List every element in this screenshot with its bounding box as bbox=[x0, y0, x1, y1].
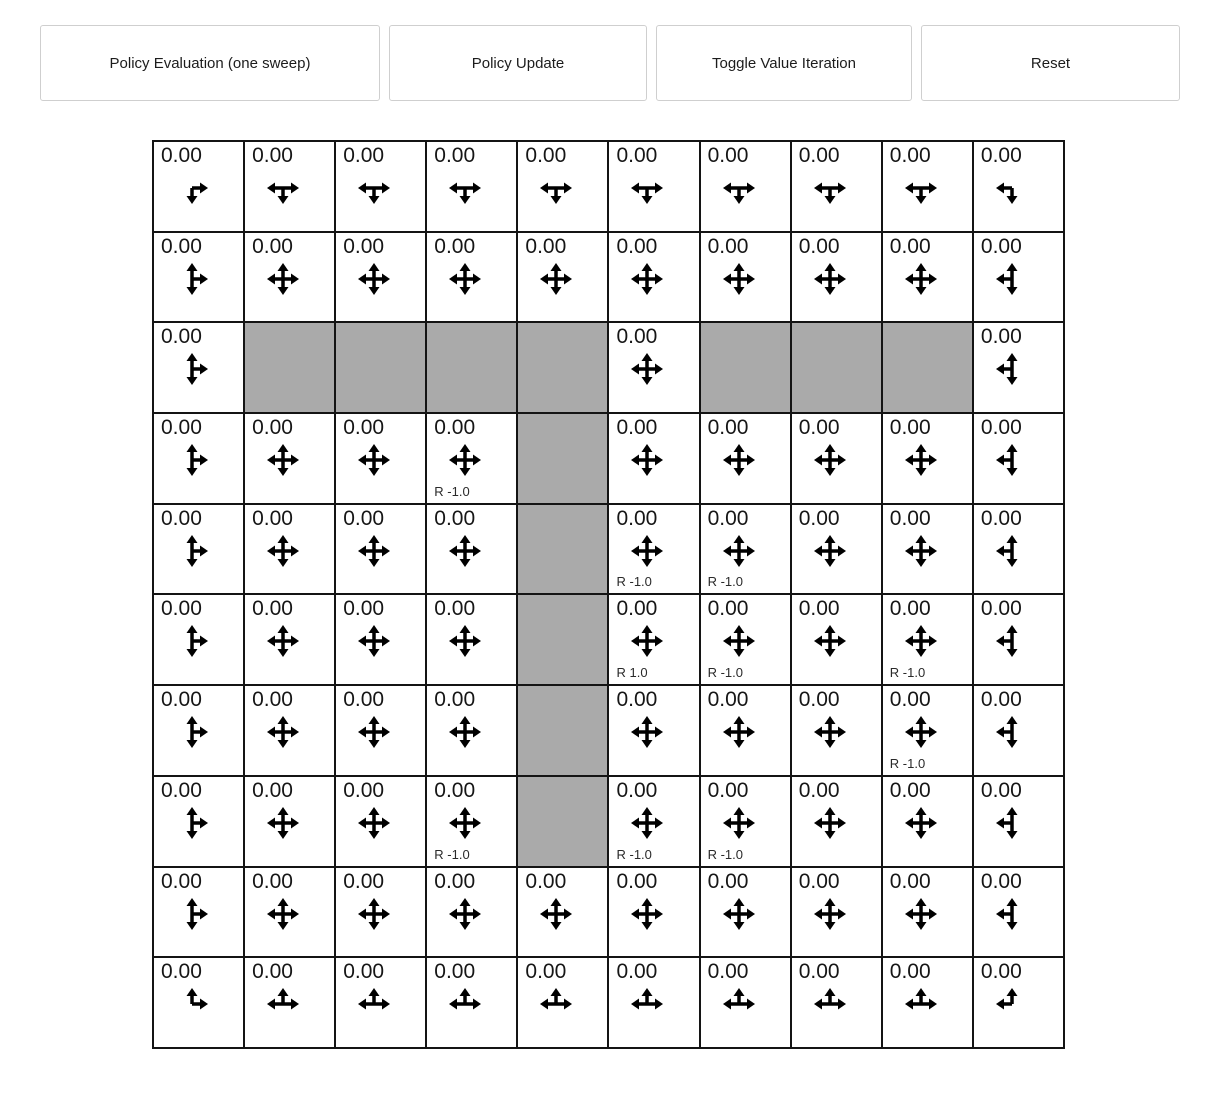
policy-arrows-icon bbox=[718, 439, 760, 481]
policy-arrows-icon bbox=[718, 802, 760, 844]
policy-arrows-icon bbox=[444, 620, 486, 662]
grid-cell bbox=[244, 594, 335, 685]
policy-arrows-icon bbox=[353, 530, 395, 572]
cell-value: 0.00 bbox=[889, 869, 931, 893]
policy-evaluation-button[interactable]: Policy Evaluation (one sweep) bbox=[40, 25, 380, 101]
cell-value: 0.00 bbox=[434, 778, 476, 802]
grid-cell bbox=[153, 867, 244, 958]
grid-cell bbox=[335, 594, 426, 685]
policy-arrows-icon bbox=[991, 893, 1033, 935]
policy-arrows-icon bbox=[900, 802, 942, 844]
grid-cell bbox=[608, 322, 699, 413]
grid-cell bbox=[608, 867, 699, 958]
cell-value: 0.00 bbox=[980, 960, 1022, 984]
reward-label: R -1.0 bbox=[889, 755, 926, 771]
cell-value: 0.00 bbox=[252, 869, 293, 893]
grid-cell bbox=[426, 776, 517, 867]
policy-arrows-icon bbox=[171, 258, 213, 300]
cell-value: 0.00 bbox=[343, 506, 385, 530]
grid-cell bbox=[791, 141, 882, 232]
grid-cell bbox=[608, 141, 699, 232]
cell-value: 0.00 bbox=[161, 960, 202, 984]
policy-arrows-icon bbox=[718, 530, 760, 572]
grid-cell bbox=[791, 594, 882, 685]
grid-cell bbox=[517, 867, 608, 958]
grid-cell bbox=[426, 413, 517, 504]
cell-value: 0.00 bbox=[525, 869, 567, 893]
reward-label: R -1.0 bbox=[707, 846, 743, 862]
cell-value: 0.00 bbox=[434, 688, 476, 712]
policy-arrows-icon bbox=[991, 348, 1033, 390]
cell-value: 0.00 bbox=[161, 234, 202, 258]
grid-cell bbox=[700, 141, 791, 232]
grid-cell bbox=[973, 594, 1064, 685]
grid-cell bbox=[608, 776, 699, 867]
grid-cell bbox=[244, 504, 335, 595]
grid-cell bbox=[426, 594, 517, 685]
policy-arrows-icon bbox=[626, 530, 668, 572]
grid-cell bbox=[517, 232, 608, 323]
cell-value: 0.00 bbox=[343, 234, 385, 258]
cell-value: 0.00 bbox=[434, 506, 476, 530]
grid-cell bbox=[973, 322, 1064, 413]
cell-value: 0.00 bbox=[343, 869, 385, 893]
policy-arrows-icon bbox=[626, 439, 668, 481]
cell-value: 0.00 bbox=[616, 234, 658, 258]
cell-value: 0.00 bbox=[980, 416, 1022, 440]
policy-arrows-icon bbox=[718, 167, 760, 209]
cell-value: 0.00 bbox=[252, 234, 293, 258]
policy-arrows-icon bbox=[535, 167, 577, 209]
cell-value: 0.00 bbox=[798, 234, 840, 258]
grid-cell bbox=[700, 232, 791, 323]
grid-cell bbox=[517, 141, 608, 232]
policy-arrows-icon bbox=[900, 983, 942, 1025]
cell-value: 0.00 bbox=[434, 960, 476, 984]
policy-arrows-icon bbox=[900, 439, 942, 481]
grid-cell bbox=[973, 413, 1064, 504]
grid-cell bbox=[882, 504, 973, 595]
cell-value: 0.00 bbox=[889, 778, 931, 802]
cell-value: 0.00 bbox=[343, 416, 385, 440]
policy-arrows-icon bbox=[262, 167, 304, 209]
cell-value: 0.00 bbox=[889, 506, 931, 530]
policy-arrows-icon bbox=[444, 711, 486, 753]
cell-value: 0.00 bbox=[252, 597, 293, 621]
grid-cell bbox=[882, 232, 973, 323]
cell-value: 0.00 bbox=[707, 144, 749, 167]
policy-arrows-icon bbox=[809, 167, 851, 209]
grid-cell bbox=[791, 957, 882, 1048]
wall-cell bbox=[335, 322, 426, 413]
grid-cell bbox=[153, 504, 244, 595]
cell-value: 0.00 bbox=[252, 778, 293, 802]
grid-cell bbox=[335, 867, 426, 958]
cell-value: 0.00 bbox=[980, 597, 1022, 621]
reward-label: R -1.0 bbox=[707, 665, 743, 681]
reward-label: R 1.0 bbox=[616, 665, 648, 681]
policy-update-button[interactable]: Policy Update bbox=[389, 25, 647, 101]
policy-arrows-icon bbox=[535, 258, 577, 300]
wall-cell bbox=[517, 685, 608, 776]
grid-cell bbox=[335, 957, 426, 1048]
cell-value: 0.00 bbox=[889, 688, 931, 712]
grid-cell bbox=[791, 504, 882, 595]
grid-cell bbox=[791, 232, 882, 323]
policy-arrows-icon bbox=[353, 711, 395, 753]
grid-cell bbox=[244, 685, 335, 776]
policy-arrows-icon bbox=[991, 439, 1033, 481]
policy-arrows-icon bbox=[262, 802, 304, 844]
cell-value: 0.00 bbox=[798, 778, 840, 802]
cell-value: 0.00 bbox=[616, 144, 658, 167]
cell-value: 0.00 bbox=[889, 960, 931, 984]
toolbar bbox=[40, 25, 1224, 101]
policy-arrows-icon bbox=[171, 348, 213, 390]
policy-arrows-icon bbox=[900, 620, 942, 662]
policy-arrows-icon bbox=[991, 258, 1033, 300]
policy-arrows-icon bbox=[718, 893, 760, 935]
cell-value: 0.00 bbox=[707, 506, 749, 530]
grid-cell bbox=[882, 776, 973, 867]
grid-cell bbox=[153, 413, 244, 504]
wall-cell bbox=[700, 322, 791, 413]
grid-cell bbox=[791, 685, 882, 776]
reward-label: R -1.0 bbox=[434, 846, 470, 862]
policy-arrows-icon bbox=[262, 893, 304, 935]
policy-arrows-icon bbox=[809, 530, 851, 572]
grid-cell bbox=[335, 685, 426, 776]
policy-arrows-icon bbox=[900, 893, 942, 935]
policy-arrows-icon bbox=[900, 167, 942, 209]
policy-arrows-icon bbox=[171, 167, 213, 209]
grid-cell bbox=[153, 322, 244, 413]
policy-arrows-icon bbox=[444, 893, 486, 935]
cell-value: 0.00 bbox=[616, 416, 658, 440]
wall-cell bbox=[517, 413, 608, 504]
grid-cell bbox=[973, 232, 1064, 323]
cell-value: 0.00 bbox=[980, 325, 1022, 349]
gridworld-grid bbox=[152, 140, 1065, 1049]
wall-cell bbox=[517, 776, 608, 867]
grid-cell bbox=[700, 594, 791, 685]
grid-cell bbox=[973, 867, 1064, 958]
cell-value: 0.00 bbox=[616, 778, 658, 802]
grid-cell bbox=[244, 141, 335, 232]
cell-value: 0.00 bbox=[343, 144, 385, 167]
grid-cell bbox=[791, 776, 882, 867]
policy-arrows-icon bbox=[718, 620, 760, 662]
policy-arrows-icon bbox=[809, 711, 851, 753]
policy-arrows-icon bbox=[353, 893, 395, 935]
cell-value: 0.00 bbox=[252, 144, 293, 167]
reward-label: R -1.0 bbox=[889, 665, 926, 681]
cell-value: 0.00 bbox=[252, 960, 293, 984]
grid-cell bbox=[973, 685, 1064, 776]
grid-cell bbox=[973, 141, 1064, 232]
grid-cell bbox=[608, 685, 699, 776]
policy-arrows-icon bbox=[991, 620, 1033, 662]
policy-arrows-icon bbox=[626, 711, 668, 753]
grid-cell bbox=[153, 685, 244, 776]
grid-cell bbox=[335, 141, 426, 232]
policy-arrows-icon bbox=[171, 530, 213, 572]
grid-cell bbox=[517, 957, 608, 1048]
grid-cell bbox=[426, 504, 517, 595]
cell-value: 0.00 bbox=[707, 416, 749, 440]
wall-cell bbox=[791, 322, 882, 413]
grid-cell bbox=[244, 232, 335, 323]
cell-value: 0.00 bbox=[707, 778, 749, 802]
cell-value: 0.00 bbox=[161, 688, 202, 712]
cell-value: 0.00 bbox=[252, 688, 293, 712]
grid-cell bbox=[973, 957, 1064, 1048]
grid-cell bbox=[335, 232, 426, 323]
cell-value: 0.00 bbox=[798, 144, 840, 167]
cell-value: 0.00 bbox=[707, 597, 749, 621]
policy-arrows-icon bbox=[900, 711, 942, 753]
cell-value: 0.00 bbox=[707, 869, 749, 893]
policy-arrows-icon bbox=[262, 620, 304, 662]
cell-value: 0.00 bbox=[434, 234, 476, 258]
policy-arrows-icon bbox=[262, 711, 304, 753]
cell-value: 0.00 bbox=[161, 416, 202, 440]
cell-value: 0.00 bbox=[161, 778, 202, 802]
policy-arrows-icon bbox=[626, 167, 668, 209]
policy-arrows-icon bbox=[626, 802, 668, 844]
wall-cell bbox=[517, 322, 608, 413]
cell-value: 0.00 bbox=[525, 960, 567, 984]
grid-cell bbox=[153, 141, 244, 232]
grid-cell bbox=[700, 504, 791, 595]
policy-arrows-icon bbox=[626, 893, 668, 935]
cell-value: 0.00 bbox=[525, 234, 567, 258]
grid-cell bbox=[608, 594, 699, 685]
cell-value: 0.00 bbox=[161, 597, 202, 621]
grid-cell bbox=[882, 685, 973, 776]
grid-cell bbox=[608, 504, 699, 595]
grid-cell bbox=[882, 413, 973, 504]
cell-value: 0.00 bbox=[798, 869, 840, 893]
cell-value: 0.00 bbox=[616, 597, 658, 621]
grid-cell bbox=[426, 141, 517, 232]
cell-value: 0.00 bbox=[434, 416, 476, 440]
reward-label: R -1.0 bbox=[616, 574, 652, 590]
grid-cell bbox=[791, 413, 882, 504]
cell-value: 0.00 bbox=[798, 688, 840, 712]
cell-value: 0.00 bbox=[707, 234, 749, 258]
grid-cell bbox=[153, 232, 244, 323]
policy-arrows-icon bbox=[809, 439, 851, 481]
cell-value: 0.00 bbox=[889, 144, 931, 167]
grid-cell bbox=[700, 776, 791, 867]
cell-value: 0.00 bbox=[616, 506, 658, 530]
policy-arrows-icon bbox=[262, 530, 304, 572]
wall-cell bbox=[517, 594, 608, 685]
toggle-value-iteration-button[interactable]: Toggle Value Iteration bbox=[656, 25, 912, 101]
cell-value: 0.00 bbox=[980, 778, 1022, 802]
policy-arrows-icon bbox=[626, 620, 668, 662]
policy-arrows-icon bbox=[809, 893, 851, 935]
cell-value: 0.00 bbox=[252, 506, 293, 530]
policy-arrows-icon bbox=[809, 620, 851, 662]
policy-arrows-icon bbox=[353, 167, 395, 209]
policy-arrows-icon bbox=[809, 802, 851, 844]
policy-arrows-icon bbox=[444, 167, 486, 209]
policy-arrows-icon bbox=[991, 983, 1033, 1025]
policy-arrows-icon bbox=[718, 258, 760, 300]
policy-arrows-icon bbox=[991, 711, 1033, 753]
reward-label: R -1.0 bbox=[707, 574, 743, 590]
cell-value: 0.00 bbox=[707, 688, 749, 712]
grid-cell bbox=[791, 867, 882, 958]
cell-value: 0.00 bbox=[980, 688, 1022, 712]
grid-cell bbox=[426, 232, 517, 323]
policy-arrows-icon bbox=[718, 711, 760, 753]
cell-value: 0.00 bbox=[889, 597, 931, 621]
cell-value: 0.00 bbox=[525, 144, 567, 167]
cell-value: 0.00 bbox=[161, 869, 202, 893]
policy-arrows-icon bbox=[262, 983, 304, 1025]
policy-arrows-icon bbox=[171, 893, 213, 935]
grid-cell bbox=[973, 776, 1064, 867]
policy-arrows-icon bbox=[444, 439, 486, 481]
policy-arrows-icon bbox=[991, 530, 1033, 572]
policy-arrows-icon bbox=[171, 711, 213, 753]
cell-value: 0.00 bbox=[980, 144, 1022, 167]
cell-value: 0.00 bbox=[798, 416, 840, 440]
policy-arrows-icon bbox=[535, 983, 577, 1025]
grid-cell bbox=[153, 594, 244, 685]
policy-arrows-icon bbox=[900, 258, 942, 300]
grid-cell bbox=[335, 413, 426, 504]
grid-cell bbox=[426, 685, 517, 776]
grid-cell bbox=[700, 867, 791, 958]
policy-arrows-icon bbox=[809, 258, 851, 300]
policy-arrows-icon bbox=[626, 258, 668, 300]
cell-value: 0.00 bbox=[161, 506, 202, 530]
grid-cell bbox=[700, 413, 791, 504]
grid-cell bbox=[244, 957, 335, 1048]
policy-arrows-icon bbox=[262, 258, 304, 300]
wall-cell bbox=[426, 322, 517, 413]
policy-arrows-icon bbox=[171, 439, 213, 481]
policy-arrows-icon bbox=[809, 983, 851, 1025]
cell-value: 0.00 bbox=[161, 325, 202, 349]
wall-cell bbox=[882, 322, 973, 413]
cell-value: 0.00 bbox=[161, 144, 202, 167]
grid-cell bbox=[244, 413, 335, 504]
grid-cell bbox=[426, 957, 517, 1048]
grid-cell bbox=[426, 867, 517, 958]
grid-cell bbox=[882, 141, 973, 232]
grid-cell bbox=[608, 413, 699, 504]
policy-arrows-icon bbox=[262, 439, 304, 481]
policy-arrows-icon bbox=[353, 802, 395, 844]
reward-label: R -1.0 bbox=[434, 483, 470, 499]
cell-value: 0.00 bbox=[980, 234, 1022, 258]
grid-cell bbox=[882, 594, 973, 685]
reward-label: R -1.0 bbox=[616, 846, 652, 862]
grid-cell bbox=[335, 504, 426, 595]
policy-arrows-icon bbox=[718, 983, 760, 1025]
policy-arrows-icon bbox=[353, 258, 395, 300]
policy-arrows-icon bbox=[444, 802, 486, 844]
policy-arrows-icon bbox=[444, 258, 486, 300]
cell-value: 0.00 bbox=[616, 960, 658, 984]
policy-arrows-icon bbox=[353, 983, 395, 1025]
cell-value: 0.00 bbox=[980, 869, 1022, 893]
cell-value: 0.00 bbox=[434, 144, 476, 167]
cell-value: 0.00 bbox=[616, 688, 658, 712]
grid-cell bbox=[244, 776, 335, 867]
policy-arrows-icon bbox=[626, 983, 668, 1025]
grid-cell bbox=[608, 957, 699, 1048]
wall-cell bbox=[517, 504, 608, 595]
cell-value: 0.00 bbox=[434, 597, 476, 621]
cell-value: 0.00 bbox=[434, 869, 476, 893]
policy-arrows-icon bbox=[900, 530, 942, 572]
policy-arrows-icon bbox=[171, 620, 213, 662]
grid-cell bbox=[882, 957, 973, 1048]
policy-arrows-icon bbox=[171, 983, 213, 1025]
cell-value: 0.00 bbox=[798, 960, 840, 984]
cell-value: 0.00 bbox=[980, 506, 1022, 530]
grid-cell bbox=[153, 776, 244, 867]
grid-cell bbox=[700, 685, 791, 776]
policy-arrows-icon bbox=[444, 983, 486, 1025]
cell-value: 0.00 bbox=[889, 416, 931, 440]
grid-cell bbox=[700, 957, 791, 1048]
reset-button[interactable]: Reset bbox=[921, 25, 1180, 101]
cell-value: 0.00 bbox=[889, 234, 931, 258]
cell-value: 0.00 bbox=[798, 506, 840, 530]
policy-arrows-icon bbox=[444, 530, 486, 572]
grid-cell bbox=[335, 776, 426, 867]
cell-value: 0.00 bbox=[343, 597, 385, 621]
cell-value: 0.00 bbox=[343, 960, 385, 984]
policy-arrows-icon bbox=[991, 167, 1033, 209]
cell-value: 0.00 bbox=[798, 597, 840, 621]
policy-arrows-icon bbox=[353, 620, 395, 662]
grid-cell bbox=[244, 867, 335, 958]
cell-value: 0.00 bbox=[343, 778, 385, 802]
cell-value: 0.00 bbox=[707, 960, 749, 984]
policy-arrows-icon bbox=[535, 893, 577, 935]
grid-cell bbox=[153, 957, 244, 1048]
cell-value: 0.00 bbox=[252, 416, 293, 440]
cell-value: 0.00 bbox=[343, 688, 385, 712]
policy-arrows-icon bbox=[626, 348, 668, 390]
grid-cell bbox=[882, 867, 973, 958]
policy-arrows-icon bbox=[171, 802, 213, 844]
policy-arrows-icon bbox=[991, 802, 1033, 844]
cell-value: 0.00 bbox=[616, 325, 658, 349]
grid-cell bbox=[608, 232, 699, 323]
wall-cell bbox=[244, 322, 335, 413]
cell-value: 0.00 bbox=[616, 869, 658, 893]
policy-arrows-icon bbox=[353, 439, 395, 481]
grid-cell bbox=[973, 504, 1064, 595]
